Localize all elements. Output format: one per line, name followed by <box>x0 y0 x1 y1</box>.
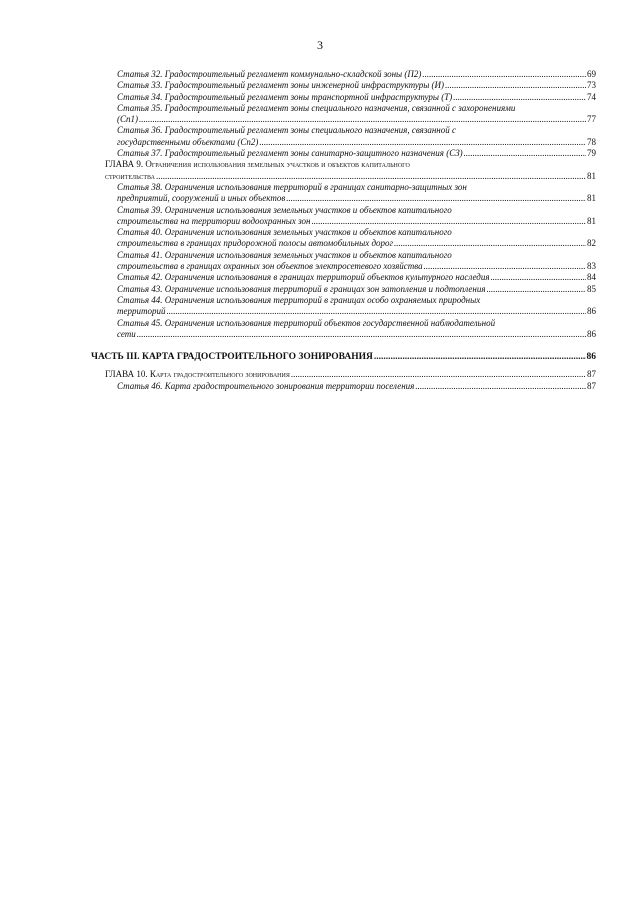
toc-entry-title: Статья 33. Градостроительный регламент зоны инженерной инфраструктуры (И) <box>117 80 445 91</box>
toc-entry-line: Статья 38. Ограничения использования территорий в границах санитарно-защитных зон <box>117 181 467 192</box>
toc-leader-dots <box>491 272 586 283</box>
toc-page-number: 81 <box>587 170 596 181</box>
toc-entry-article[interactable] <box>117 80 596 91</box>
toc-entry-article[interactable] <box>117 148 596 159</box>
toc-entry-article[interactable] <box>117 69 596 80</box>
toc-entry-title: ЧАСТЬ III. КАРТА ГРАДОСТРОИТЕЛЬНОГО ЗОНИРОВАНИЯ <box>91 352 373 363</box>
toc-entry-line: Статья 45. Ограничения использования территорий объектов государственной наблюдательной <box>117 317 496 328</box>
toc-entry-title: Статья 43. Ограничение использования территорий в границах зон затопления и подтопления <box>117 283 486 294</box>
toc-entry-article[interactable] <box>117 318 596 341</box>
toc-leader-dots <box>394 238 586 249</box>
toc-leader-dots <box>156 171 586 182</box>
toc-entry-title: Статья 46. Карта градостроительного зонирования территории поселения <box>117 380 415 391</box>
toc-page-number: 86 <box>587 306 596 317</box>
toc-entry-title: строительства <box>105 170 155 181</box>
toc-entry-line: Статья 35. Градостроительный регламент зоны специального назначения, связанной с захоронениями <box>117 102 516 113</box>
toc-page-number: 85 <box>587 283 596 294</box>
toc-page-number: 86 <box>587 328 596 339</box>
toc-entry-part[interactable] <box>91 352 596 363</box>
toc-page-number: 79 <box>587 148 596 159</box>
toc-page-number: 83 <box>587 261 596 272</box>
toc-page-number: 81 <box>587 215 596 226</box>
toc-entry-article[interactable] <box>117 381 596 392</box>
toc-entry-chapter[interactable] <box>105 369 596 380</box>
toc-entry-article[interactable] <box>117 182 596 205</box>
toc-page-number: 74 <box>587 91 596 102</box>
toc-leader-dots <box>422 69 586 80</box>
toc-entry-line: Статья 44. Ограничения использования территорий в границах особо охраняемых природных <box>117 294 481 305</box>
toc-entry-title: строительства в границах придорожной полосы автомобильных дорог <box>117 238 394 249</box>
toc-entry-title: предприятий, сооружений и иных объектов <box>117 193 286 204</box>
toc-entry-line: Статья 36. Градостроительный регламент зоны специального назначения, связанной с <box>117 125 457 136</box>
toc-entry-line: Статья 40. Ограничения использования земельных участков и объектов капитального <box>117 227 452 238</box>
toc-entry-title: ГЛАВА 10. Карта градостроительного зонирования <box>105 369 290 380</box>
toc-page-number: 87 <box>587 369 596 380</box>
toc-leader-dots <box>464 148 586 159</box>
toc-entry-article[interactable] <box>117 250 596 273</box>
toc-page-number: 82 <box>587 238 596 249</box>
toc-entry-line: Статья 41. Ограничения использования земельных участков и объектов капитального <box>117 249 452 260</box>
toc-leader-dots <box>286 193 586 204</box>
toc-entry-title: территорий <box>117 306 166 317</box>
toc-entry-line: Статья 39. Ограничения использования земельных участков и объектов капитального <box>117 204 452 215</box>
toc-entry-title: сети <box>117 328 136 339</box>
toc-entry-title: государственными объектами (Сп2) <box>117 136 259 147</box>
toc-leader-dots <box>167 306 587 317</box>
toc-leader-dots <box>415 381 586 392</box>
toc-leader-dots <box>487 284 586 295</box>
toc-entry-line: ГЛАВА 9. Ограничения использования земельных участков и объектов капитального <box>105 159 410 170</box>
toc-entry-title: строительства в границах охранных зон объектов электросетевого хозяйства <box>117 261 423 272</box>
toc-entry-title: строительства на территории водоохранных зон <box>117 215 311 226</box>
toc-page-number: 87 <box>587 380 596 391</box>
toc-entry-article[interactable] <box>117 272 596 283</box>
toc-page-number: 73 <box>587 80 596 91</box>
toc-page-number: 77 <box>587 114 596 125</box>
toc-leader-dots <box>291 369 586 380</box>
toc-page-number: 69 <box>587 69 596 79</box>
toc-entry-title: Статья 42. Ограничения использования в границах территорий объектов культурного наследия <box>117 272 490 283</box>
toc-entry-article[interactable] <box>117 205 596 228</box>
toc-leader-dots <box>139 114 586 125</box>
page-number: 3 <box>317 38 323 52</box>
table-of-contents <box>0 69 640 392</box>
toc-entry-article[interactable] <box>117 103 596 126</box>
toc-entry-article[interactable] <box>117 92 596 103</box>
toc-leader-dots <box>445 80 586 91</box>
toc-entry-title: (Сп1) <box>117 114 138 125</box>
toc-entry-article[interactable] <box>117 125 596 148</box>
toc-leader-dots <box>259 137 586 148</box>
toc-leader-dots <box>137 329 586 340</box>
toc-page-number: 86 <box>586 352 596 363</box>
toc-leader-dots <box>374 352 586 363</box>
toc-spacer <box>0 340 640 352</box>
toc-entry-title: Статья 37. Градостроительный регламент зоны санитарно-защитного назначения (СЗ) <box>117 148 463 159</box>
toc-entry-title: Статья 34. Градостроительный регламент зоны транспортной инфраструктуры (Т) <box>117 91 453 102</box>
toc-page-number: 84 <box>587 272 596 283</box>
toc-entry-article[interactable] <box>117 227 596 250</box>
toc-entry-article[interactable] <box>117 284 596 295</box>
toc-leader-dots <box>453 92 586 103</box>
toc-entry-title: Статья 32. Градостроительный регламент коммунально-складской зоны (П2) <box>117 69 422 79</box>
toc-leader-dots <box>312 216 587 227</box>
toc-entry-chapter[interactable] <box>105 159 596 182</box>
toc-page-number: 78 <box>587 136 596 147</box>
toc-leader-dots <box>424 261 586 272</box>
toc-page-number: 81 <box>587 193 596 204</box>
toc-entry-article[interactable] <box>117 295 596 318</box>
